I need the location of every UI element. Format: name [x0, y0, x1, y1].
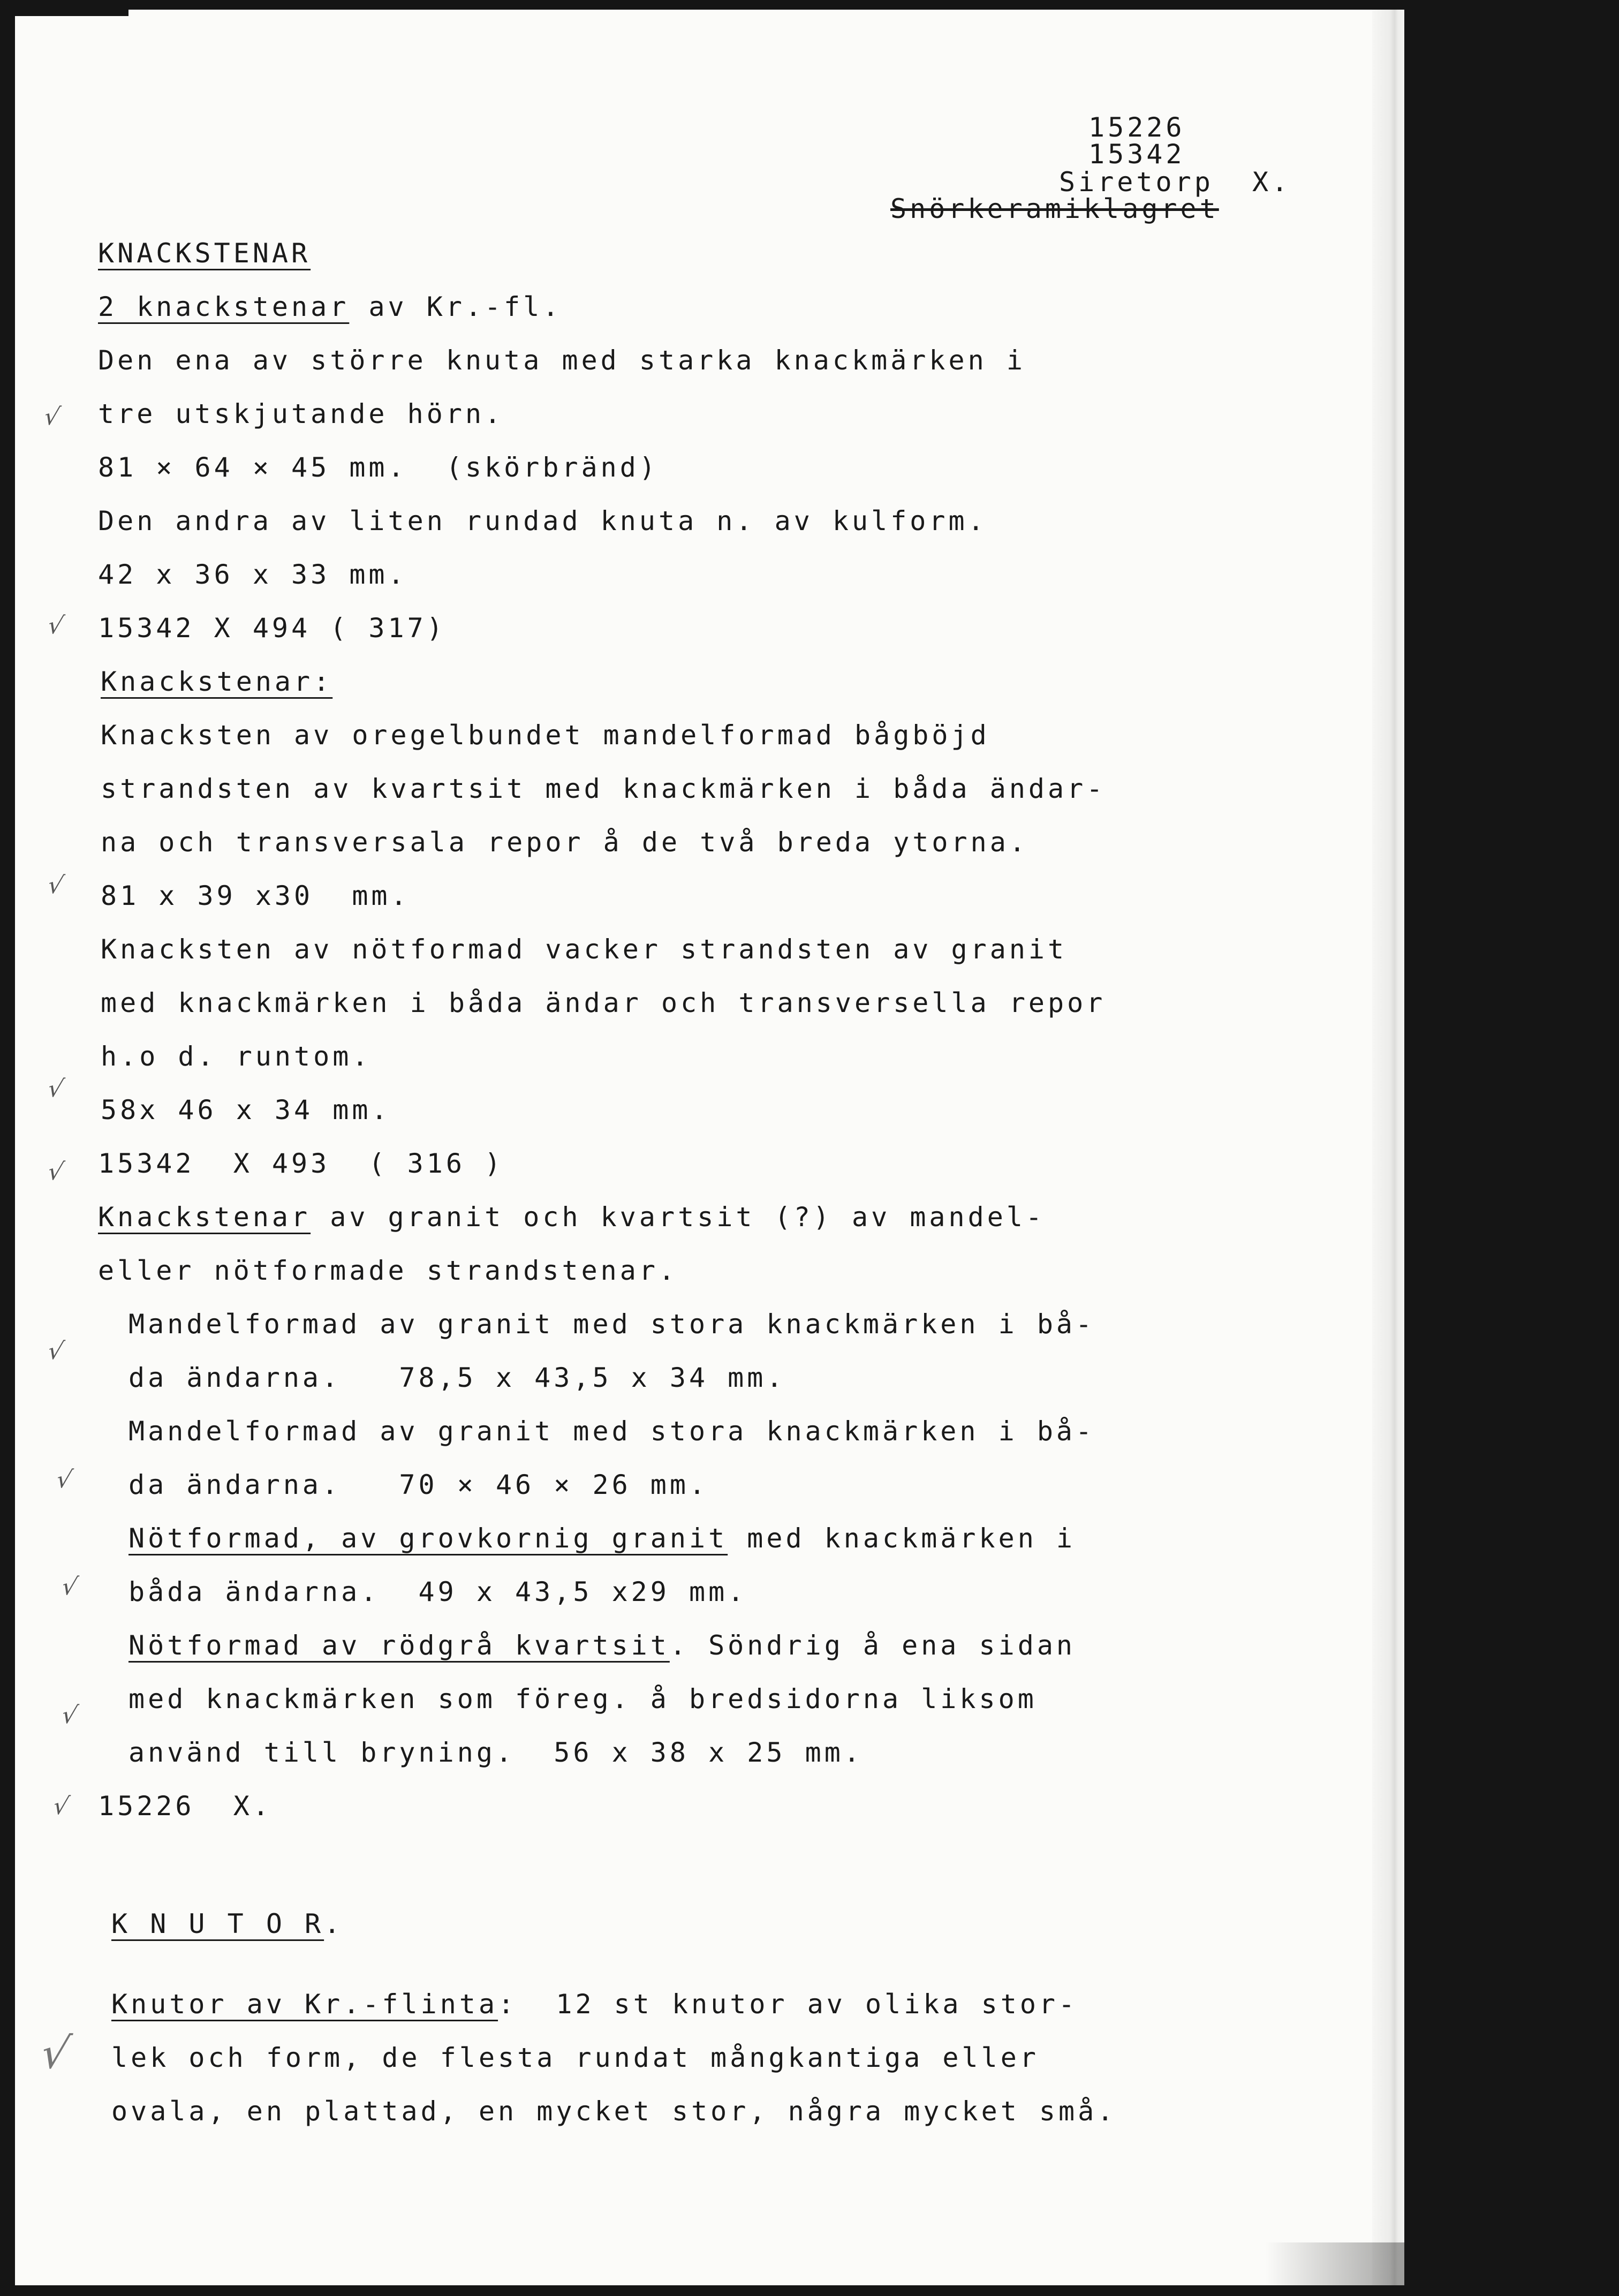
text-line: h.o d. runtom.	[101, 1041, 372, 1072]
catalog-reference: 15342 X 493 ( 316 )	[98, 1148, 504, 1179]
site-name: Siretorp X.	[1059, 167, 1291, 198]
text-line: da ändarna. 70 × 46 × 26 mm.	[128, 1469, 709, 1500]
text-line: med knackmärken i båda ändar och transversella repor	[101, 987, 1106, 1018]
check-mark-icon: √	[45, 1075, 66, 1102]
catalog-number-1: 15226	[1088, 112, 1185, 143]
check-mark-icon: √	[59, 1702, 80, 1729]
check-mark-icon: √	[45, 612, 66, 639]
text-line: ovala, en plattad, en mycket stor, några mycket små.	[111, 2096, 1117, 2127]
text-line: 58x 46 x 34 mm.	[101, 1094, 391, 1126]
check-mark-icon: √	[59, 1573, 80, 1600]
check-mark-icon: √	[36, 2028, 74, 2078]
text-line: 2 knackstenar av Kr.-fl.	[98, 291, 562, 322]
text-line: eller nötformade strandstenar.	[98, 1255, 678, 1286]
text-line: da ändarna. 78,5 x 43,5 x 34 mm.	[128, 1362, 786, 1393]
text-line: na och transversala repor å de två breda ytorna.	[101, 827, 1028, 858]
page-edge	[1372, 10, 1404, 2285]
text-line: lek och form, de flesta rundat mångkantiga eller	[111, 2042, 1039, 2073]
check-mark-icon: √	[41, 403, 63, 430]
text-line: Mandelformad av granit med stora knackmärken i bå-	[128, 1416, 1095, 1447]
text-line: Knacksten av oregelbundet mandelformad bågböjd	[101, 720, 990, 751]
page-shadow	[1265, 2242, 1404, 2285]
text-line: Den andra av liten rundad knuta n. av kulform.	[98, 505, 987, 537]
text-line: båda ändarna. 49 x 43,5 x29 mm.	[128, 1576, 747, 1607]
subheading-knackstenar: Knackstenar:	[101, 666, 333, 697]
section-heading-knutor: K N U T O R.	[111, 1908, 344, 1939]
text-line: använd till bryning. 56 x 38 x 25 mm.	[128, 1737, 863, 1768]
text-line: Mandelformad av granit med stora knackmärken i bå-	[128, 1309, 1095, 1340]
text-line: Knacksten av nötformad vacker strandsten av granit	[101, 934, 1068, 965]
text-line: Knutor av Kr.-flinta: 12 st knutor av olika stor-	[111, 1989, 1078, 2020]
text-line: Knackstenar av granit och kvartsit (?) av mandel-	[98, 1202, 1046, 1233]
catalog-reference: 15226 X.	[98, 1791, 272, 1822]
text-line: tre utskjutande hörn.	[98, 398, 504, 429]
check-mark-icon: √	[45, 1338, 66, 1365]
text-line: Nötformad, av grovkornig granit med knackmärken i	[128, 1523, 1076, 1554]
catalog-number-2: 15342	[1088, 139, 1185, 170]
text-line: 81 x 39 x30 mm.	[101, 880, 410, 911]
text-line: 42 x 36 x 33 mm.	[98, 559, 407, 590]
catalog-reference: 15342 X 494 ( 317)	[98, 613, 446, 644]
document-page	[15, 10, 1404, 2285]
text-line: strandsten av kvartsit med knackmärken i båda ändar-	[101, 773, 1106, 804]
text-line: 81 × 64 × 45 mm. (skörbränd)	[98, 452, 659, 483]
check-mark-icon: √	[50, 1793, 72, 1820]
check-mark-icon: √	[45, 1158, 66, 1185]
text-line: med knackmärken som föreg. å bredsidorna liksom	[128, 1683, 1037, 1715]
text-line: Nötformad av rödgrå kvartsit. Söndrig å ena sidan	[128, 1630, 1076, 1661]
check-mark-icon: √	[54, 1466, 75, 1493]
struck-layer-name: Snörkeramiklagret	[890, 193, 1219, 224]
check-mark-icon: √	[45, 872, 66, 899]
section-heading-knackstenar: KNACKSTENAR	[98, 238, 311, 269]
scan-corner	[0, 0, 128, 16]
text-line: Den ena av större knuta med starka knackmärken i	[98, 345, 1026, 376]
